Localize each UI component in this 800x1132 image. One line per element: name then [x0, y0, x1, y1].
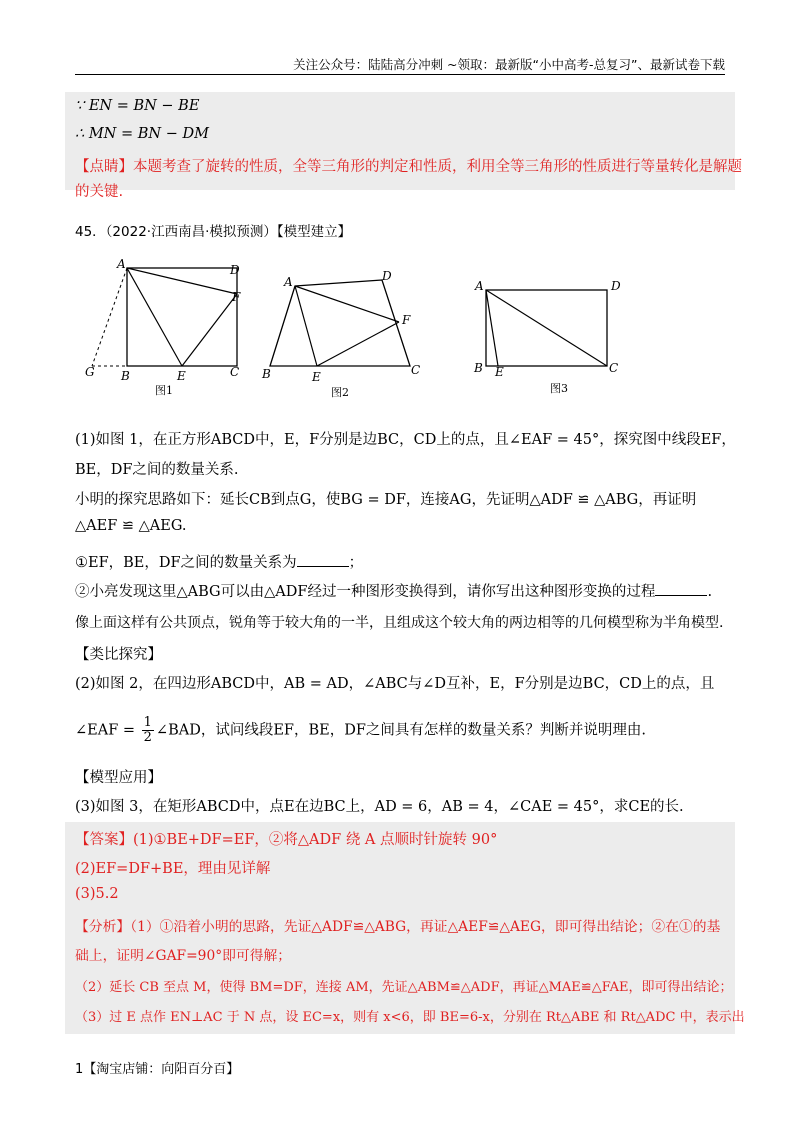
- fraction-one-half: [142, 716, 154, 745]
- analogy-title: 【类比探究】: [75, 647, 162, 663]
- fig3-label-a: A: [475, 279, 484, 293]
- fig2-line-af: [295, 286, 399, 322]
- fig3-line-ac: [486, 290, 607, 366]
- fig3-label-d: D: [611, 279, 621, 293]
- analysis-text-1: （1）①沿着小明的思路，先证△ADF≌△ABG，再证△AEF≌△AEG，即可得出结论；②在①的基: [130, 919, 721, 935]
- model-description: 像上面这样有公共顶点，锐角等于较大角的一半，且组成这个较大角的两边相等的几何模型称为半角模型.: [75, 615, 724, 631]
- fig3-label-c: C: [609, 361, 619, 375]
- q1-line-4: △AEF ≌ △AEG.: [75, 518, 187, 534]
- answer-line-2: (2)EF=DF+BE，理由见详解: [75, 861, 271, 877]
- q1-line-3: 小明的探究思路如下：延长CB到点G，使BG = DF，连接AG，先证明△ADF ≌ △ABG，再证明: [75, 492, 697, 508]
- fig2-label-e: E: [312, 370, 321, 384]
- q2-line-1: (2)如图 2，在四边形ABCD中，AB = AD，∠ABC与∠D互补，E，F分别是边BC，CD上的点，且: [75, 676, 715, 692]
- fig3-line-ae: [486, 290, 498, 366]
- fig1-square: [127, 268, 237, 366]
- fig1-label-g: G: [85, 365, 95, 379]
- fig1-label-d: D: [230, 263, 240, 277]
- fig1-label-e: E: [177, 369, 186, 383]
- fig1-line-af: [127, 268, 237, 294]
- fig1-label-a: A: [117, 257, 126, 271]
- fig1-line-ag: [92, 268, 127, 366]
- answer-line-1: [75, 828, 497, 849]
- fig2-label-a: A: [284, 275, 293, 289]
- analysis-line-2: 础上，证明∠GAF=90°即可得解；: [75, 948, 292, 964]
- fig3-label-b: B: [474, 361, 483, 375]
- answer-label: 【答案】: [75, 832, 133, 848]
- fig2-line-ef: [317, 322, 399, 366]
- fig1-line-ae: [127, 268, 182, 366]
- point-text-1: 本题考查了旋转的性质，全等三角形的判定和性质，利用全等三角形的性质进行等量转化是解题: [133, 159, 742, 175]
- fig1-label-c: C: [230, 365, 240, 379]
- q1-sub-1-text: ①EF，BE，DF之间的数量关系为: [75, 555, 297, 571]
- answer-blank-2[interactable]: [655, 583, 707, 596]
- q1-sub-1-end: ；: [348, 555, 364, 571]
- fig3-caption: 图3: [550, 382, 568, 395]
- fig2-line-ae: [295, 286, 317, 366]
- analysis-line-3: （2）延长 CB 至点 M，使得 BM=DF，连接 AM，先证△ABM≌△ADF，再证△MAE≌△FAE，即可得出结论；: [75, 980, 733, 995]
- apply-title: 【模型应用】: [75, 770, 162, 786]
- answer-a1: (1)①BE+DF=EF，②将△ADF 绕 A 点顺时针旋转 90°: [133, 832, 498, 848]
- fig2-caption: 图2: [331, 386, 349, 399]
- q2-line-2-pre: ∠EAF =: [75, 722, 136, 739]
- q1-line-2: BE，DF之间的数量关系.: [75, 462, 239, 478]
- point-text-2: 的关键.: [75, 184, 124, 200]
- q1-line-1: (1)如图 1，在正方形ABCD中，E，F分别是边BC，CD上的点，且∠EAF = 45°，探究图中线段EF，: [75, 432, 736, 448]
- fig2-label-d: D: [382, 269, 392, 283]
- page-footer: 1【淘宝店铺：向阳百分百】: [75, 1062, 240, 1077]
- problem-number-line: 45．（2022·江西南昌·模拟预测）【模型建立】: [75, 224, 352, 240]
- fig1-label-f: F: [232, 290, 241, 304]
- q1-sub-2-text: ②小亮发现这里△ABG可以由△ADF经过一种图形变换得到，请你写出这种图形变换的过程: [75, 584, 656, 600]
- figure-1: [85, 257, 241, 397]
- fig2-label-f: F: [402, 313, 411, 327]
- figure-2: [261, 269, 420, 399]
- fig2-label-c: C: [411, 363, 421, 377]
- fig1-label-b: B: [121, 369, 130, 383]
- fraction-denominator: 2: [143, 730, 152, 745]
- answer-blank-1[interactable]: [297, 554, 349, 567]
- analysis-line-1: [75, 915, 720, 935]
- solution-line-2: ∴ MN = BN − DM: [75, 126, 209, 142]
- analysis-label: 【分析】: [75, 919, 131, 935]
- q3-line: (3)如图 3，在矩形ABCD中，点E在边BC上，AD = 6，AB = 4，∠CAE = 45°，求CE的长.: [75, 799, 684, 815]
- figures-area: [75, 250, 735, 410]
- q1-sub-2-end: .: [707, 584, 713, 600]
- q2-line-2: [75, 716, 646, 745]
- figure-3: [473, 279, 621, 395]
- fig3-label-e: E: [495, 365, 504, 379]
- q2-line-2-post: ∠BAD，试问线段EF，BE，DF之间具有怎样的数量关系？判断并说明理由.: [155, 722, 647, 739]
- q1-sub-2: [75, 580, 712, 601]
- fig1-caption: 图1: [155, 384, 173, 397]
- fig1-line-ef: [182, 294, 237, 366]
- q1-sub-1: [75, 551, 363, 572]
- answer-line-3: (3)5.2: [75, 886, 119, 902]
- fig2-label-b: B: [262, 367, 271, 381]
- point-note: [75, 155, 742, 176]
- point-label: 【点睛】: [75, 159, 133, 175]
- solution-line-1: ∵ EN = BN − BE: [75, 98, 200, 114]
- page-header: 关注公众号：陆陆高分冲刺 ~领取：最新版“小中高考-总复习”、最新试卷下载: [75, 56, 725, 75]
- analysis-line-4: （3）过 E 点作 EN⊥AC 于 N 点，设 EC=x，则有 x<6，即 BE=6-x，分别在 Rt△ABE 和 Rt△ADC 中，表示出: [75, 1010, 745, 1025]
- fraction-numerator: 1: [143, 715, 152, 730]
